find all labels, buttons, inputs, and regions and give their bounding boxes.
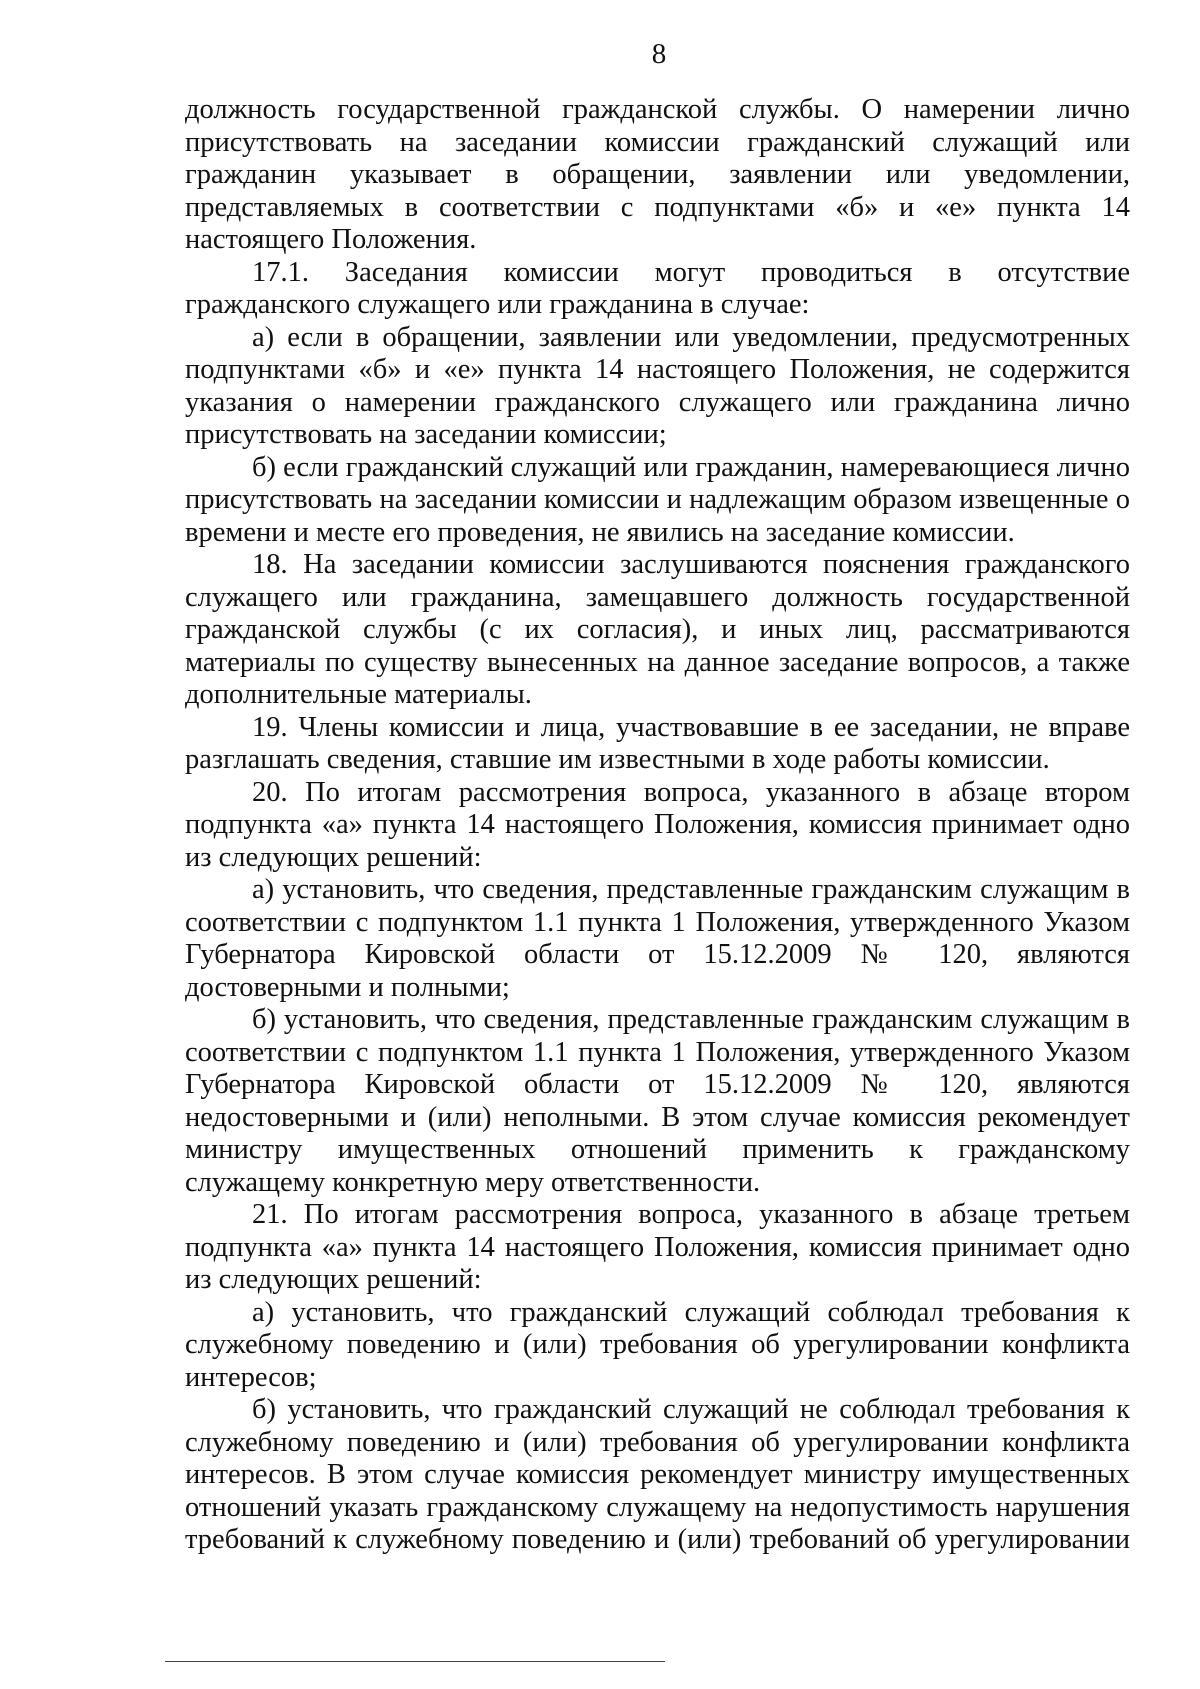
paragraph-18: 18. На заседании комиссии заслушиваются пояснения гражданского служащего или гражданина, замещавшего должность государственной гражданской службы (с их согласия), и иных лиц, рассматриваются материалы по существу вынесенных на данное заседание вопросов, а также дополнительные материалы. bbox=[185, 549, 1130, 710]
footer-rule bbox=[165, 1661, 665, 1662]
paragraph-continuation: должность государственной гражданской службы. О намерении лично присутствовать на заседании комиссии гражданский служащий или гражданин указывает в обращении, заявлении или уведомлении, представляемых в соответствии с подпунктами «б» и «е» пункта 14 настоящего Положения. bbox=[185, 94, 1130, 255]
paragraph-21-a: а) установить, что гражданский служащий соблюдал требования к служебному поведению и (или) требования об урегулировании конфликта интересов; bbox=[185, 1296, 1130, 1393]
paragraph-20-b: б) установить, что сведения, представленные гражданским служащим в соответствии с подпунктом 1.1 пункта 1 Положения, утвержденного Указом Губернатора Кировской области от 15.12.2009 № 120, являются недостоверными и (или) неполными. В этом случае комиссия рекомендует министру имущественных отношений применить к гражданскому служащему конкретную меру ответственности. bbox=[185, 1004, 1130, 1198]
paragraph-21-b: б) установить, что гражданский служащий не соблюдал требования к служебному поведению и (или) требования об урегулировании конфликта интересов. В этом случае комиссия рекомендует министру имущественных отношений указать гражданскому служащему на недопустимость нарушения требований к служебному поведению и (или) требований об урегулировании bbox=[185, 1394, 1130, 1555]
paragraph-21: 21. По итогам рассмотрения вопроса, указанного в абзаце третьем подпункта «а» пункта 14 настоящего Положения, комиссия принимает одно из следующих решений: bbox=[185, 1199, 1130, 1295]
page-number: 8 bbox=[651, 38, 667, 70]
paragraph-17-1-a: а) если в обращении, заявлении или уведомлении, предусмотренных подпунктами «б» и «е» пункта 14 настоящего Положения, не содержится указания о намерении гражданского служащего или гражданина лично присутствовать на заседании комиссии; bbox=[185, 321, 1130, 450]
paragraph-19: 19. Члены комиссии и лица, участвовавшие в ее заседании, не вправе разглашать сведения, ставшие им известными в ходе работы комиссии. bbox=[185, 711, 1130, 775]
paragraph-20-a: а) установить, что сведения, представленные гражданским служащим в соответствии с подпунктом 1.1 пункта 1 Положения, утвержденного Указом Губернатора Кировской области от 15.12.2009 № 120, являются достоверными и полными; bbox=[185, 874, 1130, 1003]
document-body bbox=[185, 94, 1130, 1557]
paragraph-17-1: 17.1. Заседания комиссии могут проводиться в отсутствие гражданского служащего или гражданина в случае: bbox=[185, 256, 1130, 320]
paragraph-20: 20. По итогам рассмотрения вопроса, указанного в абзаце втором подпункта «а» пункта 14 настоящего Положения, комиссия принимает одно из следующих решений: bbox=[185, 776, 1130, 873]
paragraph-17-1-b: б) если гражданский служащий или гражданин, намеревающиеся лично присутствовать на заседании комиссии и надлежащим образом извещенные о времени и месте его проведения, не явились на заседание комиссии. bbox=[185, 451, 1130, 548]
